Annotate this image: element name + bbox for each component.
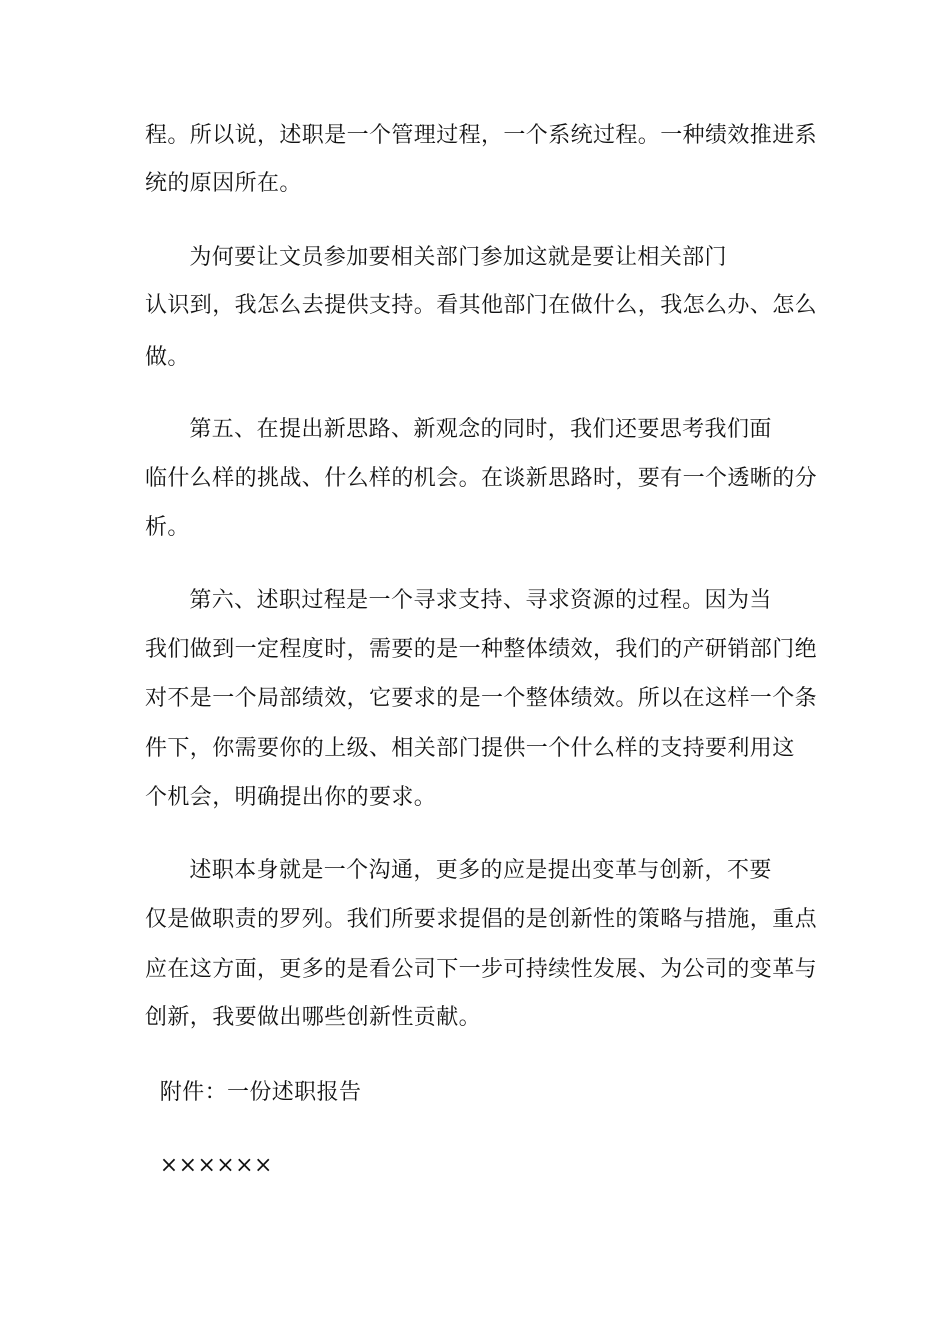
text-line: 述职本身就是一个沟通，更多的应是提出变革与创新，不要 [145,858,772,883]
text-line: 做。 [145,345,190,370]
text-line: 应在这方面，更多的是看公司下一步可持续性发展、为公司的变革与 [145,957,818,982]
text-line: 程。所以说，述职是一个管理过程，一个系统过程。一种绩效推进系 [145,123,818,148]
text-line: 统的原因所在。 [145,171,302,196]
text-line: 件下，你需要你的上级、相关部门提供一个什么样的支持要利用这 [145,736,795,761]
text-line: 第五、在提出新思路、新观念的同时，我们还要思考我们面 [145,417,772,442]
text-line: 仅是做职责的罗列。我们所要求提倡的是创新性的策略与措施，重点 [145,907,818,932]
text-line: 认识到，我怎么去提供支持。看其他部门在做什么，我怎么办、怎么 [145,293,818,318]
text-line: 临什么样的挑战、什么样的机会。在谈新思路时，要有一个透晰的分 [145,466,818,491]
text-line: 为何要让文员参加要相关部门参加这就是要让相关部门 [145,245,727,270]
text-line: 个机会，明确提出你的要求。 [145,785,437,810]
text-line: 对不是一个局部绩效，它要求的是一个整体绩效。所以在这样一个条 [145,686,818,711]
text-line: 第六、述职过程是一个寻求支持、寻求资源的过程。因为当 [145,588,772,613]
signature-line: ×××××× [145,1153,273,1178]
text-line: 创新，我要做出哪些创新性贡献。 [145,1005,482,1030]
text-line: 我们做到一定程度时，需要的是一种整体绩效，我们的产研销部门绝 [145,637,818,662]
attachment-line: 附件：一份述职报告 [145,1080,362,1105]
text-line: 析。 [145,515,190,540]
